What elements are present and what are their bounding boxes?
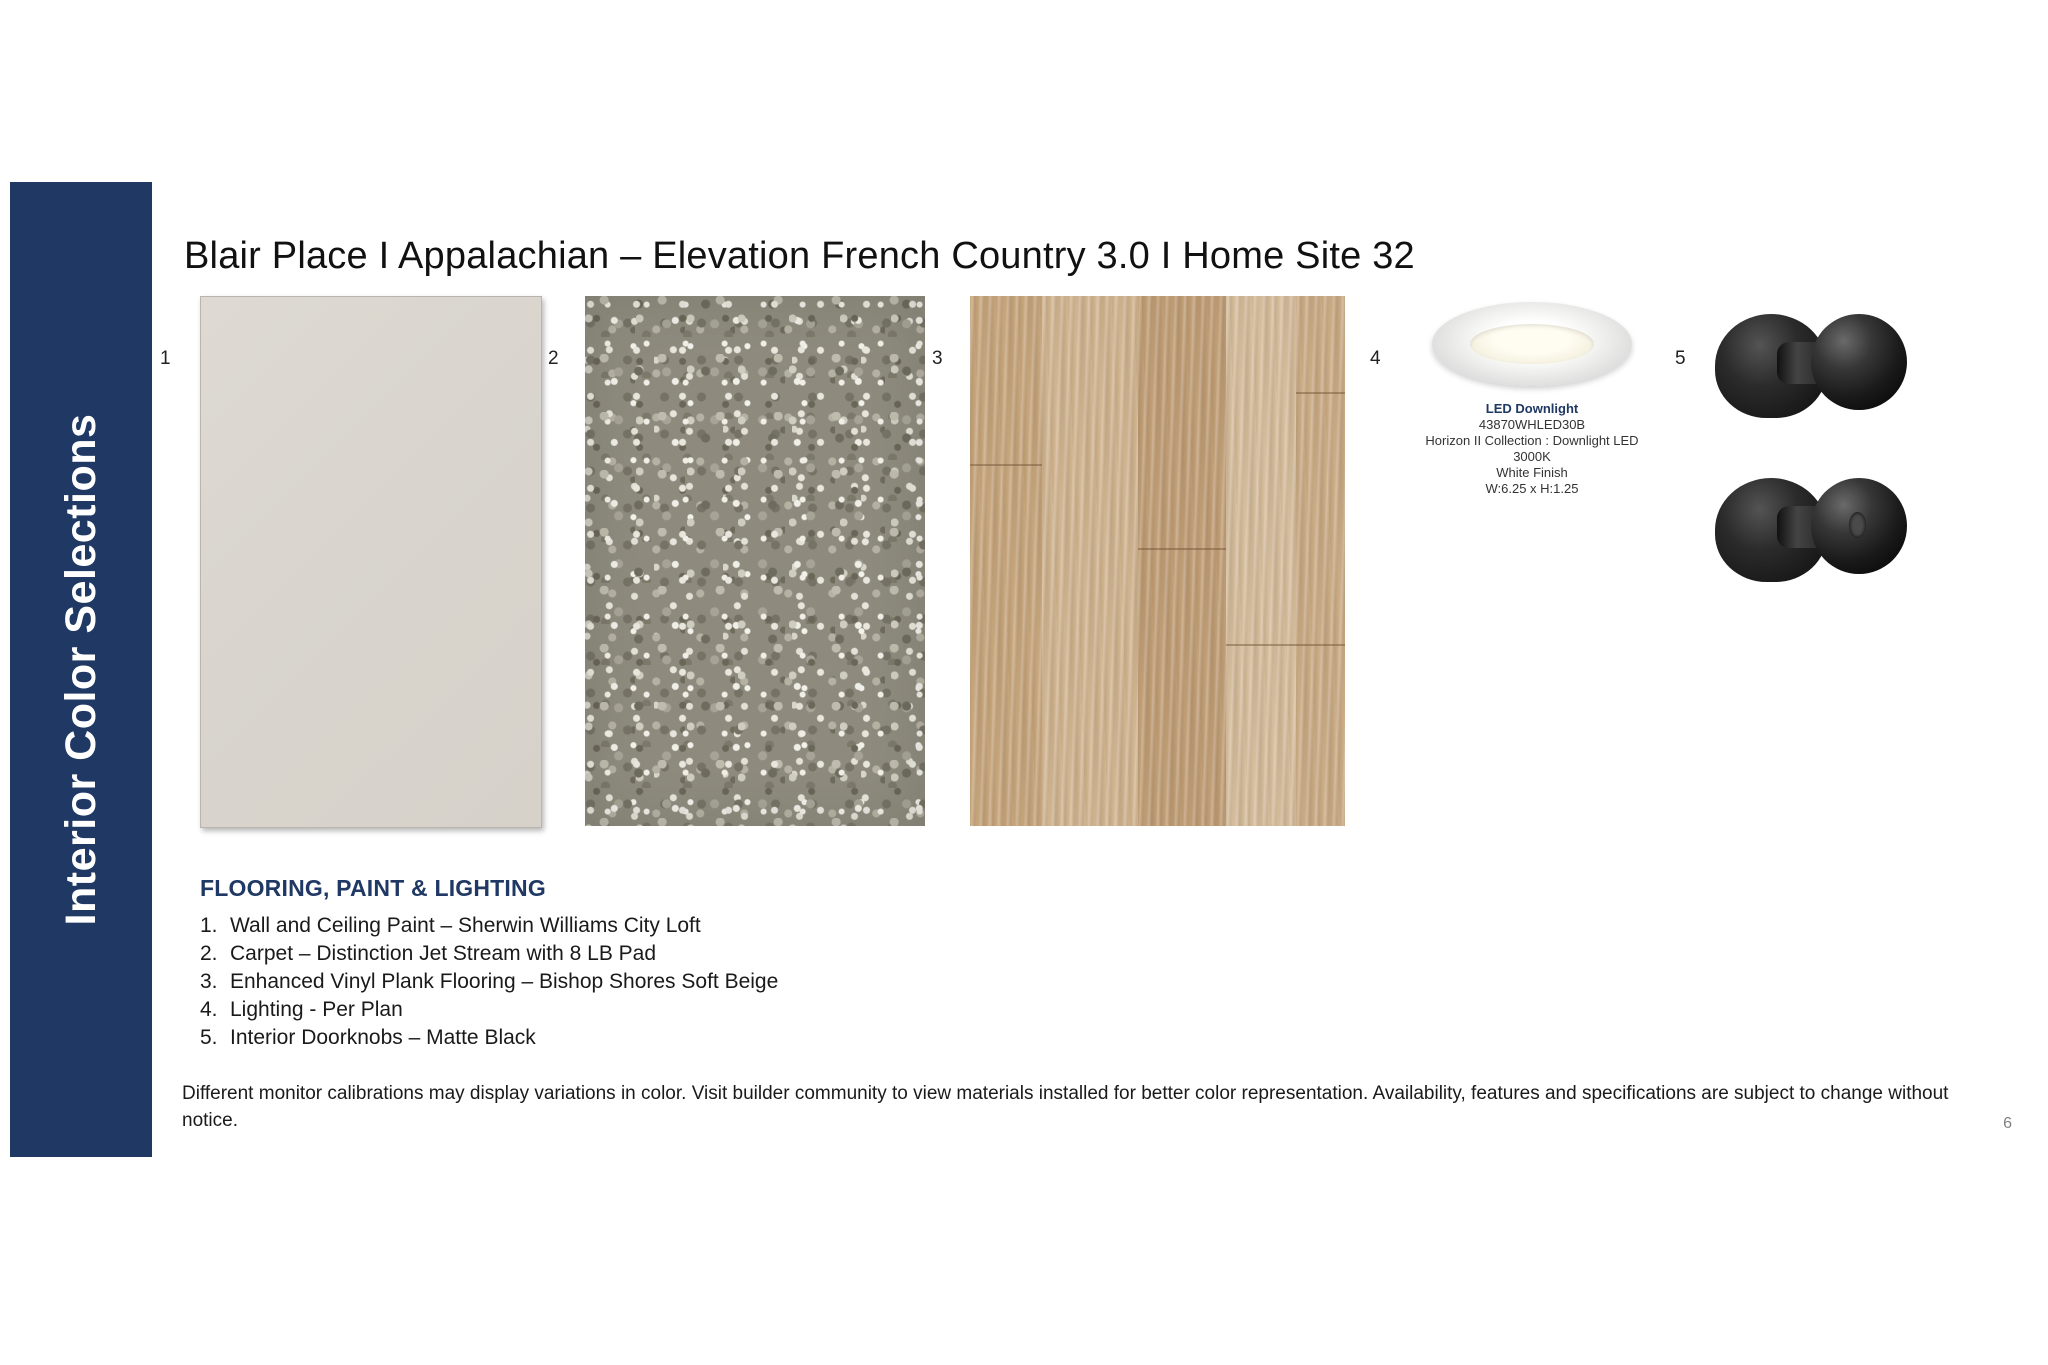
details-block: [200, 875, 778, 1052]
swatch-number-4: 4: [1370, 348, 1381, 369]
light-caption-dimensions: W:6.25 x H:1.25: [1485, 481, 1579, 496]
list-item-label: Lighting - Per Plan: [230, 998, 403, 1021]
light-caption-kelvin: 3000K: [1513, 449, 1551, 464]
paint-swatch-image: [200, 296, 542, 828]
page-number: 6: [2003, 1115, 2012, 1132]
swatch-number-2: 2: [548, 348, 559, 369]
page-title: Blair Place I Appalachian – Elevation French Country 3.0 I Home Site 32: [184, 235, 1415, 277]
doorknob-swatch-image: [1715, 296, 1975, 626]
list-item: [200, 996, 778, 1024]
light-caption-collection: Horizon II Collection : Downlight LED: [1425, 433, 1639, 448]
vinyl-plank-swatch-image: [970, 296, 1345, 826]
swatch-number-3: 3: [932, 348, 943, 369]
list-item-label: Interior Doorknobs – Matte Black: [230, 1026, 536, 1049]
details-heading: FLOORING, PAINT & LIGHTING: [200, 875, 546, 901]
list-item: [200, 1024, 778, 1052]
swatch-row: [160, 296, 1960, 626]
disclaimer-text: Different monitor calibrations may display variations in color. Visit builder community to view materials installed for better color representation. Availability, features and specifications are subject to change without notice.: [182, 1083, 1949, 1131]
lighting-swatch-image: [1410, 296, 1660, 596]
swatch-number-5: 5: [1675, 348, 1686, 369]
light-caption-model: 43870WHLED30B: [1478, 417, 1586, 432]
details-list: [200, 912, 778, 1052]
light-caption: [1410, 401, 1654, 497]
list-item-number: 1.: [200, 914, 218, 937]
list-item-number: 5.: [200, 1026, 218, 1049]
led-downlight-icon: [1432, 302, 1632, 386]
list-item: [200, 940, 778, 968]
list-item-number: 4.: [200, 998, 218, 1021]
list-item-number: 3.: [200, 970, 218, 993]
list-item: [200, 912, 778, 940]
carpet-swatch-image: [585, 296, 925, 826]
list-item-number: 2.: [200, 942, 218, 965]
swatch-number-1: 1: [160, 348, 171, 369]
sidebar-title: Interior Color Selections: [56, 413, 105, 926]
list-item-label: Carpet – Distinction Jet Stream with 8 LB Pad: [230, 942, 657, 965]
list-item: [200, 968, 778, 996]
light-caption-title: LED Downlight: [1485, 401, 1579, 416]
sidebar-banner: [10, 182, 152, 1157]
list-item-label: Enhanced Vinyl Plank Flooring – Bishop Shores Soft Beige: [230, 970, 779, 993]
list-item-label: Wall and Ceiling Paint – Sherwin Williams City Loft: [230, 914, 701, 937]
light-caption-finish: White Finish: [1496, 465, 1568, 480]
